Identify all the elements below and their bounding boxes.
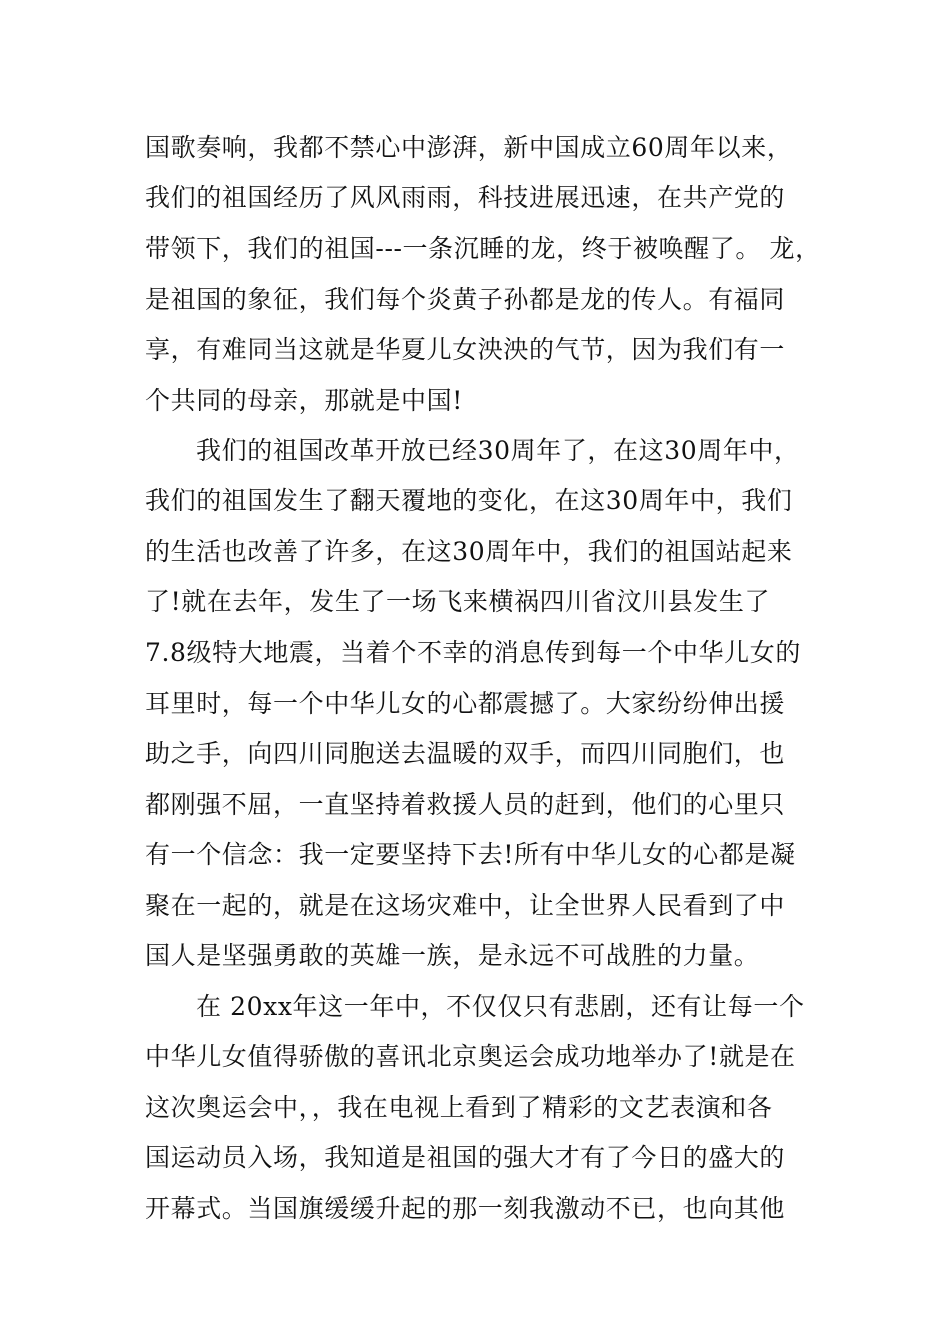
text-line: 都刚强不屈，一直坚持着救援人员的赶到，他们的心里只: [145, 790, 786, 819]
text-line: 耳里时，每一个中华儿女的心都震撼了。大家纷纷伸出援: [145, 689, 786, 718]
text-line: 7.8级特大地震，当着个不幸的消息传到每一个中华儿女的: [145, 638, 801, 667]
text-line: 带领下，我们的祖国---一条沉睡的龙，终于被唤醒了。 龙，: [145, 234, 821, 263]
text-line: 享，有难同当这就是华夏儿女泱泱的气节，因为我们有一: [145, 335, 786, 364]
text-line: 助之手，向四川同胞送去温暖的双手，而四川同胞们，也: [145, 739, 786, 768]
text-line: 我们的祖国经历了风风雨雨，科技进展迅速，在共产党的: [145, 183, 786, 212]
text-line: 了!就在去年，发生了一场飞来横祸四川省汶川县发生了: [145, 587, 771, 616]
paragraph-first-line: 我们的祖国改革开放已经30周年了，在这30周年中，: [196, 436, 800, 465]
text-line: 是祖国的象征，我们每个炎黄子孙都是龙的传人。有福同: [145, 285, 786, 314]
text-line: 国歌奏响，我都不禁心中澎湃，新中国成立60周年以来，: [145, 133, 793, 162]
paragraph-first-line: 在 20xx年这一年中，不仅仅只有悲剧，还有让每一个: [196, 992, 805, 1021]
text-line: 我们的祖国发生了翻天覆地的变化，在这30周年中，我们: [145, 486, 793, 515]
text-line: 中华儿女值得骄傲的喜讯北京奥运会成功地举办了!就是在: [145, 1042, 796, 1071]
text-line: 有一个信念：我一定要坚持下去!所有中华儿女的心都是凝: [145, 840, 796, 869]
text-line: 这次奥运会中，，我在电视上看到了精彩的文艺表演和各: [145, 1093, 773, 1122]
text-line: 聚在一起的，就是在这场灾难中，让全世界人民看到了中: [145, 891, 786, 920]
text-line: 的生活也改善了许多，在这30周年中，我们的祖国站起来: [145, 537, 793, 566]
text-line: 个共同的母亲，那就是中国!: [145, 386, 463, 415]
text-line: 国人是坚强勇敢的英雄一族，是永远不可战胜的力量。: [145, 941, 760, 970]
text-line: 国运动员入场，我知道是祖国的强大才有了今日的盛大的: [145, 1143, 786, 1172]
text-line: 开幕式。当国旗缓缓升起的那一刻我激动不已，也向其他: [145, 1194, 786, 1223]
